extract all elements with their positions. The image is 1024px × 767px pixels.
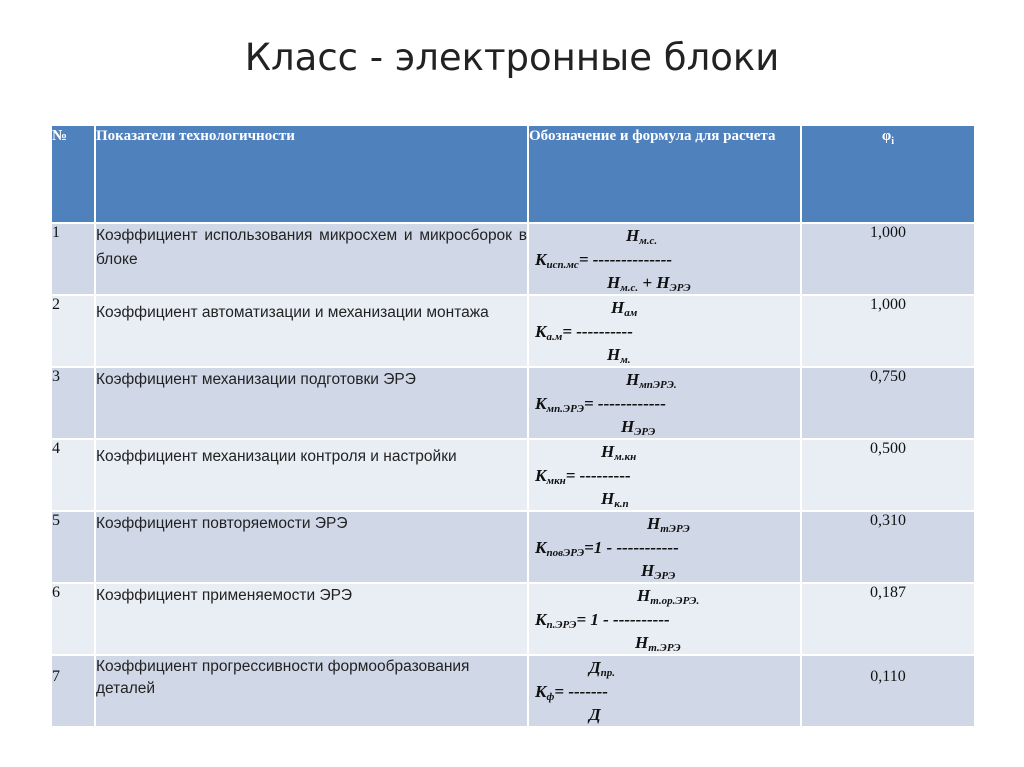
phi-value: 0,187 — [801, 583, 975, 655]
row-number: 5 — [51, 511, 95, 583]
formula-numerator: $Н_{ам}$ — [611, 298, 638, 319]
formula-numerator: $Н_{тЭРЭ}$ — [647, 514, 690, 535]
formula-main: $К_{а.м}=$ ---------- — [535, 322, 633, 343]
phi-value: 0,750 — [801, 367, 975, 439]
formula-denominator: $Н_{ЭРЭ}$ — [641, 561, 676, 582]
phi-value: 1,000 — [801, 295, 975, 367]
row-number: 2 — [51, 295, 95, 367]
indicator-name: Коэффициент механизации контроля и настройки — [95, 439, 528, 511]
formula-main: $К_{п.ЭРЭ}= 1$ - ---------- — [535, 610, 670, 631]
formula-numerator: $Н_{м.кн}$ — [601, 442, 637, 463]
indicator-name: Коэффициент использования микросхем и микросборок в блоке — [95, 223, 528, 295]
row-number: 3 — [51, 367, 95, 439]
phi-value: 1,000 — [801, 223, 975, 295]
indicator-name: Коэффициент автоматизации и механизации монтажа — [95, 295, 528, 367]
formula-cell — [528, 295, 801, 367]
table-row — [51, 511, 975, 583]
indicator-name: Коэффициент механизации подготовки ЭРЭ — [95, 367, 528, 439]
formula-denominator: $Н_{м.}$ — [607, 345, 631, 366]
row-number: 6 — [51, 583, 95, 655]
header-indicators: Показатели технологичности — [95, 125, 528, 223]
formula-cell — [528, 223, 801, 295]
header-formula: Обозначение и формула для расчета — [528, 125, 801, 223]
header-phi-symbol: φ — [881, 128, 892, 144]
table-row — [51, 583, 975, 655]
phi-value: 0,500 — [801, 439, 975, 511]
formula-main: $К_{мкн}=$ --------- — [535, 466, 631, 487]
slide-title: Класс - электронные блоки — [244, 36, 780, 79]
header-num: № — [51, 125, 95, 223]
formula-cell — [528, 367, 801, 439]
formula-numerator: $Н_{мпЭРЭ.}$ — [626, 370, 677, 391]
formula-main: $К_ф=$ ------- — [535, 682, 608, 703]
table-row — [51, 367, 975, 439]
technology-indicators-table — [50, 124, 976, 728]
formula-denominator: Д — [589, 705, 601, 724]
table-row — [51, 295, 975, 367]
indicator-name: Коэффициент применяемости ЭРЭ — [95, 583, 528, 655]
row-number: 1 — [51, 223, 95, 295]
formula-numerator: $Д_{пр.}$ — [589, 658, 615, 679]
table-row — [51, 439, 975, 511]
table-row — [51, 223, 975, 295]
table-header-row — [51, 125, 975, 223]
header-phi-subscript: i — [891, 136, 895, 147]
formula-main: $К_{мп.ЭРЭ}=$ ------------ — [535, 394, 666, 415]
formula-numerator: $Н_{т.ор.ЭРЭ.}$ — [637, 586, 700, 607]
row-number: 7 — [51, 655, 95, 727]
indicator-name: Коэффициент повторяемости ЭРЭ — [95, 511, 528, 583]
formula-denominator: $Н_{ЭРЭ}$ — [621, 417, 656, 438]
formula-numerator: $Н_{м.с.}$ — [626, 226, 658, 247]
formula-main: $К_{исп.мс}=$ -------------- — [535, 250, 673, 271]
indicator-name: Коэффициент прогрессивности формообразования деталей — [95, 655, 528, 727]
table-row — [51, 655, 975, 727]
formula-cell — [528, 583, 801, 655]
formula-denominator: $Н_{т.ЭРЭ}$ — [635, 633, 681, 654]
formula-cell — [528, 439, 801, 511]
phi-value: 0,310 — [801, 511, 975, 583]
row-number: 4 — [51, 439, 95, 511]
formula-denominator: $Н_{к.п}$ — [601, 489, 629, 510]
formula-cell — [528, 511, 801, 583]
formula-main: $К_{повЭРЭ}=1$ - ----------- — [535, 538, 679, 559]
phi-value: 0,110 — [801, 655, 975, 727]
formula-denominator: $Н_{м.с.} + Н_{ЭРЭ}$ — [607, 273, 691, 294]
formula-cell — [528, 655, 801, 727]
header-phi — [801, 125, 975, 223]
